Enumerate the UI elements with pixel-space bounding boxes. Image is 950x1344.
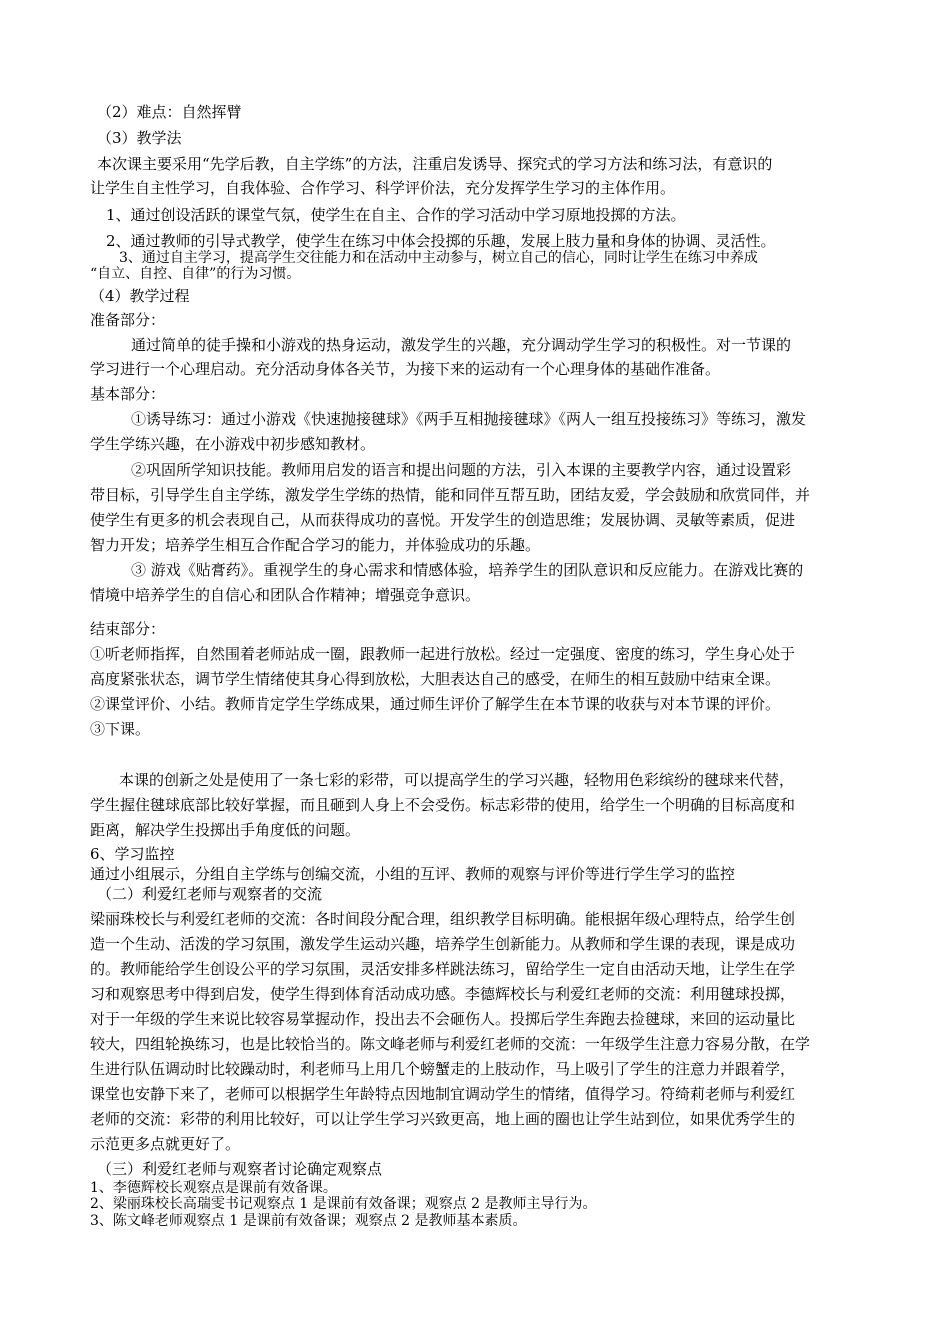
paragraph-line: 示范更多点就更好了。 <box>90 1135 241 1153</box>
paragraph-line: 学生学练兴趣，在小游戏中初步感知教材。 <box>90 435 376 453</box>
paragraph-line: 学习进行一个心理启动。充分活动身体各关节，为接下来的运动有一个心理身体的基础作准备。 <box>90 360 721 378</box>
paragraph-line: 距离，解决学生投掷出手角度低的问题。 <box>90 821 361 839</box>
section-three-heading: （三）利爱红老师与观察者讨论确定观察点 <box>97 1160 383 1178</box>
paragraph-line: 对于一年级的学生来说比较容易掌握动作，投出去不会砸伤人。投掷后学生奔跑去捡毽球，来回的运动量比 <box>90 1010 796 1028</box>
paragraph-line: 习和观察思考中得到启发，使学生得到体育活动成功感。李德辉校长与利爱红老师的交流：利用毽球投掷， <box>90 985 796 1003</box>
paragraph-line: ①听老师指挥，自然围着老师站成一圈，跟教师一起进行放松。经过一定强度、密度的练习，学生身心处于 <box>90 645 796 663</box>
paragraph-line: 较大，四组轮换练习，也是比较恰当的。陈文峰老师与利爱红老师的交流：一年级学生注意力容易分散，在学 <box>90 1035 811 1053</box>
paragraph-line: ①诱导练习：通过小游戏《快速抛接毽球》《两手互相抛接毽球》《两人一组互投接练习》等练习，激发 <box>131 410 807 428</box>
paragraph-line: ③下课。 <box>90 720 151 738</box>
list-item: 1、李德辉校长观察点是课前有效备课。 <box>90 1180 337 1196</box>
paragraph-line: 高度紧张状态，调节学生情绪使其身心得到放松，大胆表达自己的感受，在师生的相互鼓励中结束全课。 <box>90 670 781 688</box>
paragraph-line: ③ 游戏《贴膏药》。重视学生的身心需求和情感体验，培养学生的团队意识和反应能力。在游戏比赛的 <box>131 561 804 579</box>
paragraph-line: 老师的交流：彩带的利用比较好，可以让学生学习兴致更高，地上画的圈也让学生站到位，如果优秀学生的 <box>90 1110 796 1128</box>
paragraph-line: 梁丽珠校长与利爱红老师的交流：各时间段分配合理，组织教学目标明确。能根据年级心理特点，给学生创 <box>90 910 796 928</box>
paragraph-line: 智力开发；培养学生相互合作配合学习的能力，并体验成功的乐趣。 <box>90 536 541 554</box>
list-item-continued: “自立、自控、自律”的行为习惯。 <box>90 266 301 282</box>
ending-part-heading: 结束部分： <box>90 620 166 638</box>
section-two-heading: （二）利爱红老师与观察者的交流 <box>97 885 323 903</box>
paragraph-line: ②巩固所学知识技能。教师用启发的语言和提出问题的方法，引入本课的主要教学内容，通过设置彩 <box>131 461 792 479</box>
paragraph-line: 生进行队伍调动时比较躁动时，利老师马上用几个螃蟹走的上肢动作，马上吸引了学生的注意力并跟着学， <box>90 1060 796 1078</box>
paragraph-line: 本次课主要采用“先学后教，自主学练”的方法，注重启发诱导、探究式的学习方法和练习法，有意识的 <box>97 155 773 173</box>
paragraph-line: 通过简单的徒手操和小游戏的热身运动，激发学生的兴趣，充分调动学生学习的积极性。对一节课的 <box>131 336 792 354</box>
basic-part-heading: 基本部分： <box>90 385 166 403</box>
list-item: 3、陈文峰老师观察点 1 是课前有效备课；观察点 2 是教师基本素质。 <box>90 1213 527 1229</box>
paragraph-line: 通过小组展示，分组自主学练与创编交流，小组的互评、教师的观察与评价等进行学生学习的监控 <box>90 865 736 883</box>
paragraph-line: 课堂也安静下来了，老师可以根据学生年龄特点因地制宜调动学生的情绪，值得学习。符绮莉老师与利爱红 <box>90 1085 796 1103</box>
paragraph-line: 学生握住毽球底部比较好掌握，而且砸到人身上不会受伤。标志彩带的使用，给学生一个明确的目标高度和 <box>90 796 796 814</box>
learning-monitoring-heading: 6、学习监控 <box>90 845 175 863</box>
paragraph-line: 让学生自主性学习，自我体验、合作学习、科学评价法，充分发挥学生学习的主体作用。 <box>90 179 676 197</box>
paragraph-line: 的。教师能给学生创设公平的学习氛围，灵活安排多样跳法练习，留给学生一定自由活动天地，让学生在学 <box>90 960 796 978</box>
list-item: 2、通过教师的引导式教学，使学生在练习中体会投掷的乐趣，发展上肢力量和身体的协调、灵活性。 <box>106 232 776 250</box>
preparation-heading: 准备部分： <box>90 311 166 329</box>
list-item: 3、通过自主学习，提高学生交往能力和在活动中主动参与，树立自己的信心，同时让学生在练习中养成 <box>119 250 758 266</box>
list-item: 1、通过创设活跃的课堂气氛，使学生在自主、合作的学习活动中学习原地投掷的方法。 <box>106 206 686 224</box>
paragraph-line: 使学生有更多的机会表现自己，从而获得成功的喜悦。开发学生的创造思维；发展协调、灵敏等素质，促进 <box>90 511 796 529</box>
paragraph-line: 造一个生动、活泼的学习氛围，激发学生运动兴趣，培养学生创新能力。从教师和学生课的表现，课是成功 <box>90 935 796 953</box>
teaching-process-heading: （4）教学过程 <box>90 287 190 305</box>
innovation-paragraph: 本课的创新之处是使用了一条七彩的彩带，可以提高学生的学习兴趣，轻物用色彩缤纷的毽球来代替， <box>119 771 795 789</box>
teaching-method-heading: （3）教学法 <box>97 129 182 147</box>
difficulty-line: （2）难点：自然挥臂 <box>97 103 242 121</box>
paragraph-line: 带目标，引导学生自主学练，激发学生学练的热情，能和同伴互帮互助，团结友爱，学会鼓励和欣赏同伴，并 <box>90 486 811 504</box>
paragraph-line: 情境中培养学生的自信心和团队合作精神；增强竞争意识。 <box>90 586 481 604</box>
list-item: 2、梁丽珠校长高瑞雯书记观察点 1 是课前有效备课；观察点 2 是教师主导行为。 <box>90 1196 597 1212</box>
paragraph-line: ②课堂评价、小结。教师肯定学生学练成果，通过师生评价了解学生在本节课的收获与对本节课的评价。 <box>90 695 781 713</box>
